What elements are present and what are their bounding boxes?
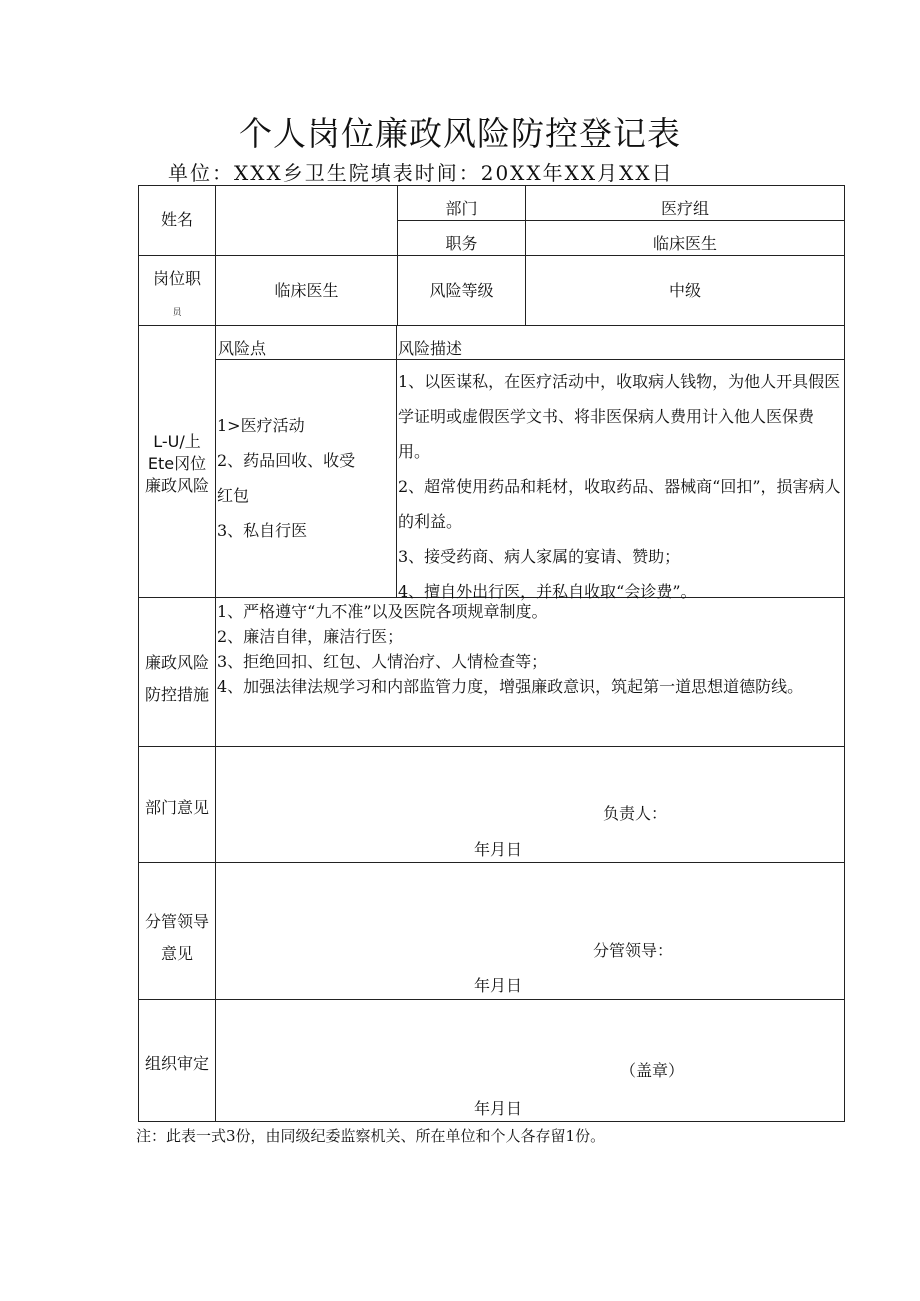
duty-label-suffix: 员 <box>172 308 182 318</box>
page-title: 个人岗位廉政风险防控登记表 <box>239 114 681 153</box>
measure-item: 1、严格遵守“九不准”以及医院各项规章制度。 <box>217 602 548 621</box>
risk-level-label: 风险等级 <box>429 281 494 300</box>
measures-section-bottom <box>138 746 845 747</box>
risk-description-item: 2、超常使用药品和耗材，收取药品、器械商“回扣”，损害病人的利益。 <box>398 477 841 531</box>
unit-and-date-line: 单位：XXX乡卫生院填表时间：20XX年XX月XX日 <box>168 161 674 185</box>
risk-divider <box>396 325 397 597</box>
risk-level-value: 中级 <box>668 281 701 300</box>
dept-value: 医疗组 <box>660 199 709 218</box>
risk-point-item: 红包 <box>217 486 250 505</box>
dept-label: 部门 <box>445 199 478 218</box>
risk-point-item: 3、私自行医 <box>217 521 308 540</box>
measures-label-line2: 防控措施 <box>144 685 209 704</box>
dept-opinion-bottom <box>138 862 845 863</box>
risk-section-label-line1: L-U/上 <box>153 432 201 451</box>
position-value: 临床医生 <box>652 234 717 253</box>
leader-opinion-bottom <box>138 999 845 1000</box>
measures-label-line1: 廉政风险 <box>144 653 209 672</box>
leader-opinion-label-line1: 分管领导 <box>144 912 209 931</box>
risk-points-header: 风险点 <box>218 339 267 358</box>
duty-label: 岗位职 <box>152 269 201 288</box>
name-label: 姓名 <box>160 210 193 229</box>
table-border-top <box>138 185 845 186</box>
org-review-seal: （盖章） <box>620 1061 685 1080</box>
risk-descriptions-list <box>398 364 842 609</box>
name-row-bottom <box>138 255 845 256</box>
position-label: 职务 <box>445 234 478 253</box>
measure-item: 4、加强法律法规学习和内部监管力度，增强廉政意识，筑起第一道思想道德防线。 <box>217 677 804 696</box>
leader-opinion-date: 年月日 <box>474 976 523 995</box>
risk-section-label-line2: Ete冈位 <box>147 454 207 473</box>
dept-opinion-signer: 负责人： <box>603 804 668 823</box>
risk-description-header: 风险描述 <box>398 339 463 358</box>
risk-header-bottom <box>215 359 845 360</box>
org-review-label: 组织审定 <box>144 1054 209 1073</box>
risk-section-label <box>139 431 215 497</box>
org-review-date: 年月日 <box>474 1099 523 1118</box>
duty-row-bottom <box>138 325 845 326</box>
leader-opinion-label <box>139 906 215 970</box>
measures-list <box>217 599 843 699</box>
risk-description-item: 3、接受药商、病人家属的宴请、赞助； <box>398 547 681 566</box>
risk-point-item: 1>医疗活动 <box>217 416 305 435</box>
measure-item: 3、拒绝回扣、红包、人情治疗、人情检查等； <box>217 652 548 671</box>
measures-label <box>139 647 215 711</box>
risk-point-item: 2、药品回收、收受 <box>217 451 356 470</box>
duty-value: 临床医生 <box>274 281 339 300</box>
risk-points-list <box>217 408 395 548</box>
dept-opinion-date: 年月日 <box>474 840 523 859</box>
footnote: 注：此表一式3份，由同级纪委监察机关、所在单位和个人各存留1份。 <box>136 1127 606 1145</box>
leader-opinion-signer: 分管领导： <box>593 941 674 960</box>
measure-item: 2、廉洁自律，廉洁行医； <box>217 627 404 646</box>
dept-row-divider <box>397 220 844 221</box>
dept-opinion-label: 部门意见 <box>144 798 209 817</box>
leader-opinion-label-line2: 意见 <box>160 944 193 963</box>
risk-description-item: 4、擅自外出行医，并私自收取“会诊费”。 <box>398 582 697 601</box>
risk-description-item: 1、以医谋私，在医疗活动中，收取病人钱物，为他人开具假医学证明或虚假医学文书、将非医保病人费用计入他人医保费用。 <box>398 372 841 461</box>
table-border-bottom <box>138 1121 845 1122</box>
risk-section-label-line3: 廉政风险 <box>144 476 209 495</box>
